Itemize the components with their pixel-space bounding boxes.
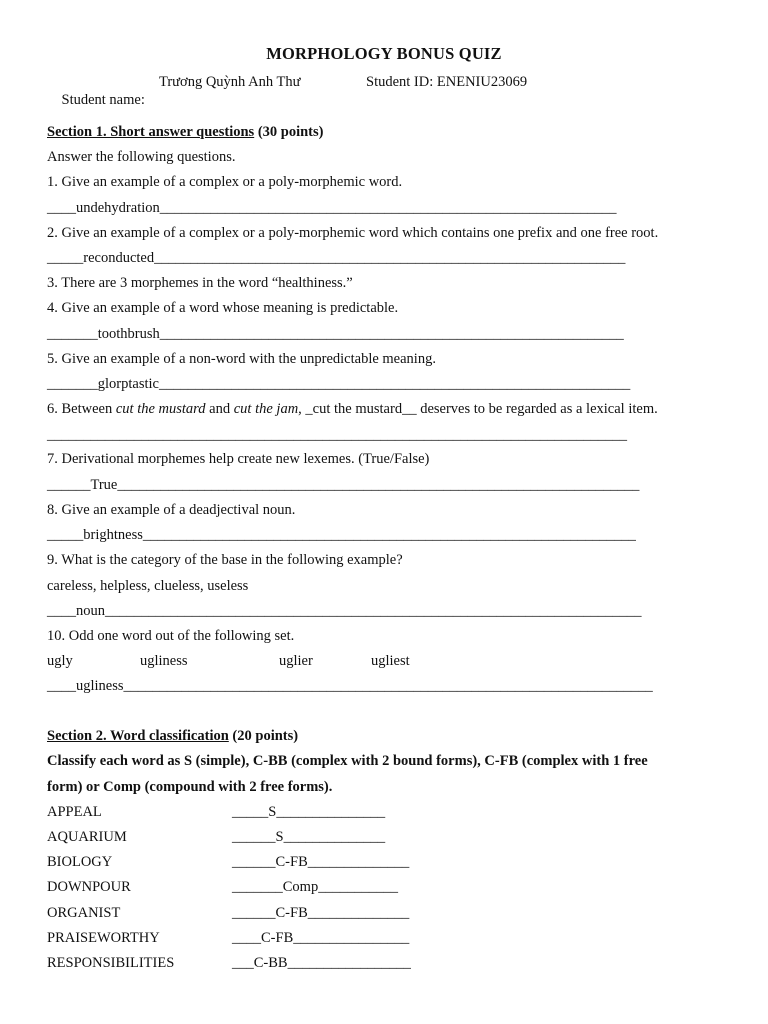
question-10: 10. Odd one word out of the following set. <box>47 628 295 644</box>
answer-9: ____noun__________________________________________________________________________ <box>47 603 642 619</box>
question-9: 9. What is the category of the base in the following example? <box>47 552 403 568</box>
q10-word-ugliest: ugliest <box>371 653 410 669</box>
section1-heading-row <box>47 123 323 141</box>
page-title: MORPHOLOGY BONUS QUIZ <box>266 44 502 63</box>
classify-answer: ______C-FB______________ <box>232 905 410 921</box>
answer-10: ____ugliness_________________________________________________________________________ <box>47 678 653 694</box>
classify-word: PRAISEWORTHY <box>47 930 160 946</box>
q6-part-e: , _cut the mustard__ deserves to be regarded as a lexical item. <box>298 401 658 417</box>
classify-word: ORGANIST <box>47 905 121 921</box>
student-name-label: Student name: <box>61 92 145 108</box>
question-3: 3. There are 3 morphemes in the word “healthiness.” <box>47 275 353 291</box>
answer-8: _____brightness____________________________________________________________________ <box>47 527 636 543</box>
section1-heading: Section 1. Short answer questions <box>47 124 255 140</box>
classify-word: BIOLOGY <box>47 854 113 870</box>
question-8: 8. Give an example of a deadjectival noun. <box>47 502 296 518</box>
classify-answer: ____C-FB________________ <box>232 930 410 946</box>
answer-5: _______glorptastic_________________________________________________________________ <box>47 376 631 392</box>
student-info-row <box>47 73 145 127</box>
classify-word: APPEAL <box>47 804 102 820</box>
q10-word-ugly: ugly <box>47 653 73 669</box>
section2-heading: Section 2. Word classification <box>47 728 229 744</box>
section1-points: (30 points) <box>254 124 324 140</box>
q10-word-uglier: uglier <box>279 653 313 669</box>
section2-heading-row <box>47 727 298 745</box>
classify-word: RESPONSIBILITIES <box>47 955 175 971</box>
q6-phrase-jam: cut the jam <box>233 401 299 417</box>
answer-6: ________________________________________________________________________________ <box>47 427 627 443</box>
student-id <box>366 73 527 91</box>
classify-answer: ______C-FB______________ <box>232 854 410 870</box>
classify-answer: ___C-BB_________________ <box>232 955 411 971</box>
section2-points: (20 points) <box>228 728 299 744</box>
classify-word: DOWNPOUR <box>47 879 131 895</box>
classify-word: AQUARIUM <box>47 829 127 845</box>
question-4: 4. Give an example of a word whose meaning is predictable. <box>47 300 399 316</box>
answer-2: _____reconducted_________________________________________________________________ <box>47 250 626 266</box>
q6-phrase-mustard: cut the mustard <box>115 401 206 417</box>
section2-instruction-line2: form) or Comp (compound with 2 free forms). <box>47 779 333 795</box>
question-6 <box>47 400 658 418</box>
q6-part-a: 6. Between <box>47 401 116 417</box>
q6-part-c: and <box>205 401 234 417</box>
answer-1: ____undehydration_______________________________________________________________ <box>47 200 617 216</box>
question-2: 2. Give an example of a complex or a poly-morphemic word which contains one prefix and one free root. <box>47 225 659 241</box>
section1-instruction: Answer the following questions. <box>47 149 236 165</box>
classify-answer: _______Comp___________ <box>232 879 398 895</box>
question-1: 1. Give an example of a complex or a poly-morphemic word. <box>47 174 403 190</box>
answer-7: ______True________________________________________________________________________ <box>47 477 640 493</box>
student-id-value: ENENIU23069 <box>436 74 528 90</box>
classify-answer: _____S_______________ <box>232 804 386 820</box>
question-5: 5. Give an example of a non-word with the unpredictable meaning. <box>47 351 436 367</box>
answer-4: _______toothbrush________________________________________________________________ <box>47 326 624 342</box>
classify-answer: ______S______________ <box>232 829 386 845</box>
student-name-value: Trương Quỳnh Anh Thư <box>159 74 301 90</box>
section2-instruction-line1: Classify each word as S (simple), C-BB (complex with 2 bound forms), C-FB (complex with 1 free <box>47 753 648 769</box>
q10-word-ugliness: ugliness <box>140 653 188 669</box>
question-9-example: careless, helpless, clueless, useless <box>47 578 249 594</box>
question-7: 7. Derivational morphemes help create new lexemes. (True/False) <box>47 451 430 467</box>
student-id-label: Student ID: <box>366 74 434 90</box>
